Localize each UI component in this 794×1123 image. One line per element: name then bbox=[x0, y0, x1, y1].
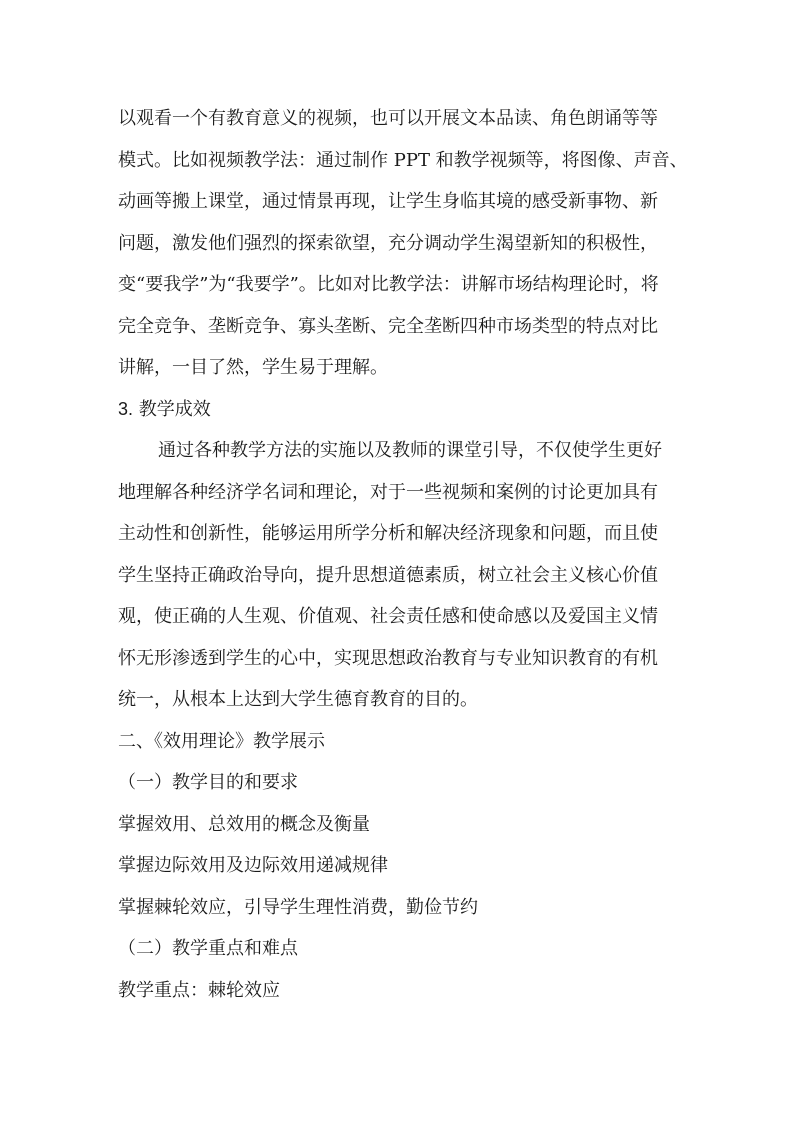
section-heading-two: 二、《效用理论》教学展示 bbox=[118, 730, 325, 752]
section-heading-3 bbox=[118, 389, 688, 431]
paragraph-line: 统一，从根本上达到大学生德育教育的目的。 bbox=[118, 689, 478, 710]
document-body bbox=[118, 98, 688, 1011]
paragraph-line: 以观看一个有教育意义的视频，也可以开展文本品读、角色朗诵等等 bbox=[118, 108, 658, 129]
paragraph-line: 观，使正确的人生观、价值观、社会责任感和使命感以及爱国主义情 bbox=[118, 606, 658, 627]
paragraph-teaching-methods bbox=[118, 98, 688, 389]
section-title: 教学成效 bbox=[138, 398, 211, 420]
subsection-heading-2: （二）教学重点和难点 bbox=[118, 938, 298, 959]
paragraph-line: 主动性和创新性，能够运用所学分析和解决经济现象和问题，而且使 bbox=[118, 523, 658, 544]
paragraph-line: 问题，激发他们强烈的探索欲望，充分调动学生渴望新知的积极性， bbox=[118, 232, 658, 254]
paragraph-line: 模式。比如视频教学法：通过制作 PPT 和教学视频等，将图像、声音、 bbox=[118, 149, 688, 171]
paragraph-line: 怀无形渗透到学生的心中，实现思想政治教育与专业知识教育的有机 bbox=[118, 647, 658, 669]
paragraph-line: 讲解，一目了然，学生易于理解。 bbox=[118, 357, 388, 378]
paragraph-line: 动画等搬上课堂，通过情景再现，让学生身临其境的感受新事物、新 bbox=[118, 191, 658, 212]
list-item: 教学重点：棘轮效应 bbox=[118, 979, 280, 1001]
paragraph-line: 完全竞争、垄断竞争、寡头垄断、完全垄断四种市场类型的特点对比 bbox=[118, 315, 658, 337]
list-item: 掌握效用、总效用的概念及衡量 bbox=[118, 813, 370, 835]
list-item: 掌握边际效用及边际效用递减规律 bbox=[118, 855, 388, 876]
paragraph-line: 通过各种教学方法的实施以及教师的课堂引导，不仅使学生更好 bbox=[158, 440, 662, 461]
section-number: 3. bbox=[118, 398, 134, 419]
paragraph-line: 学生坚持正确政治导向，提升思想道德素质，树立社会主义核心价值 bbox=[118, 564, 658, 586]
list-item: 掌握棘轮效应，引导学生理性消费，勤俭节约 bbox=[118, 896, 478, 918]
subsection-heading-1: （一）教学目的和要求 bbox=[118, 772, 298, 793]
paragraph-line: 地理解各种经济学名词和理论，对于一些视频和案例的讨论更加具有 bbox=[118, 481, 658, 503]
paragraph-line: 变“要我学”为“我要学”。比如对比教学法：讲解市场结构理论时，将 bbox=[118, 274, 659, 295]
paragraph-teaching-results bbox=[118, 430, 688, 721]
